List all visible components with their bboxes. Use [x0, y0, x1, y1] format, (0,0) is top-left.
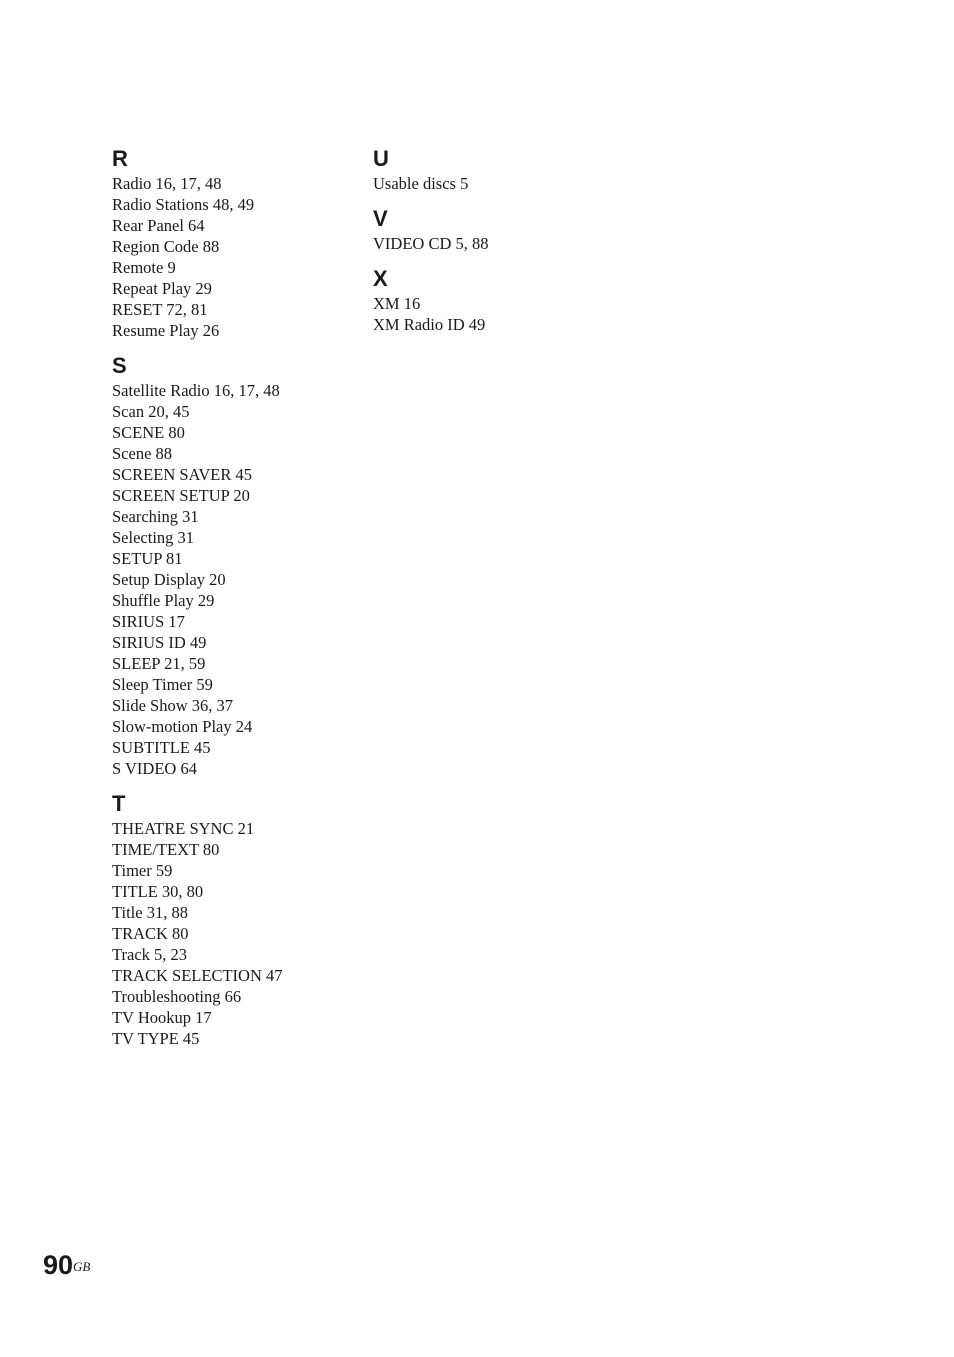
index-entry: Remote 9 — [112, 258, 176, 277]
page-number — [43, 1248, 90, 1282]
index-entry: XM 16 — [373, 294, 421, 313]
section-letter: T — [112, 791, 126, 816]
index-entry: Region Code 88 — [112, 237, 220, 256]
index-entry: Scene 88 — [112, 444, 173, 463]
index-entry: Rear Panel 64 — [112, 216, 205, 235]
index-entry: SCREEN SETUP 20 — [112, 486, 250, 505]
index-section-x — [373, 265, 489, 335]
index-entry: SLEEP 21, 59 — [112, 654, 206, 673]
index-entry: THEATRE SYNC 21 — [112, 819, 255, 838]
index-section-u — [373, 145, 489, 194]
index-column-right — [373, 145, 489, 335]
section-letter: R — [112, 146, 128, 171]
index-entry: Track 5, 23 — [112, 945, 188, 964]
index-entry: SCREEN SAVER 45 — [112, 465, 252, 484]
section-letter: X — [373, 266, 388, 291]
page-number-suffix: GB — [73, 1259, 91, 1274]
index-entry: Setup Display 20 — [112, 570, 226, 589]
index-entry: TITLE 30, 80 — [112, 882, 204, 901]
index-entry: SCENE 80 — [112, 423, 185, 442]
index-entry: Slide Show 36, 37 — [112, 696, 234, 715]
index-column-left — [112, 145, 283, 1049]
index-entry: Repeat Play 29 — [112, 279, 212, 298]
index-entry: RESET 72, 81 — [112, 300, 208, 319]
index-entry: SIRIUS 17 — [112, 612, 185, 631]
index-entry: Resume Play 26 — [112, 321, 220, 340]
index-entry: SUBTITLE 45 — [112, 738, 211, 757]
index-entry: Searching 31 — [112, 507, 199, 526]
index-entry: Selecting 31 — [112, 528, 195, 547]
index-entry: Satellite Radio 16, 17, 48 — [112, 381, 280, 400]
page-number-value: 90 — [43, 1250, 74, 1280]
section-letter: S — [112, 353, 127, 378]
index-section-t — [112, 790, 283, 1049]
index-section-r — [112, 145, 283, 341]
index-entry: Timer 59 — [112, 861, 173, 880]
index-entry: Shuffle Play 29 — [112, 591, 215, 610]
index-entry: Troubleshooting 66 — [112, 987, 242, 1006]
index-entry: Usable discs 5 — [373, 174, 469, 193]
index-entry: TRACK 80 — [112, 924, 189, 943]
index-entry: TV TYPE 45 — [112, 1029, 200, 1048]
index-entry: S VIDEO 64 — [112, 759, 197, 778]
index-entry: Title 31, 88 — [112, 903, 188, 922]
index-section-v — [373, 205, 489, 254]
index-entry: Slow-motion Play 24 — [112, 717, 253, 736]
index-entry: TIME/TEXT 80 — [112, 840, 220, 859]
index-entry: Scan 20, 45 — [112, 402, 190, 421]
index-entry: Sleep Timer 59 — [112, 675, 213, 694]
index-section-s — [112, 352, 283, 779]
index-entry: Radio Stations 48, 49 — [112, 195, 255, 214]
section-letter: V — [373, 206, 388, 231]
index-entry: XM Radio ID 49 — [373, 315, 486, 334]
section-letter: U — [373, 146, 389, 171]
index-entry: Radio 16, 17, 48 — [112, 174, 222, 193]
index-entry: TRACK SELECTION 47 — [112, 966, 283, 985]
index-entry: SIRIUS ID 49 — [112, 633, 207, 652]
index-entry: TV Hookup 17 — [112, 1008, 212, 1027]
index-entry: SETUP 81 — [112, 549, 183, 568]
index-entry: VIDEO CD 5, 88 — [373, 234, 489, 253]
